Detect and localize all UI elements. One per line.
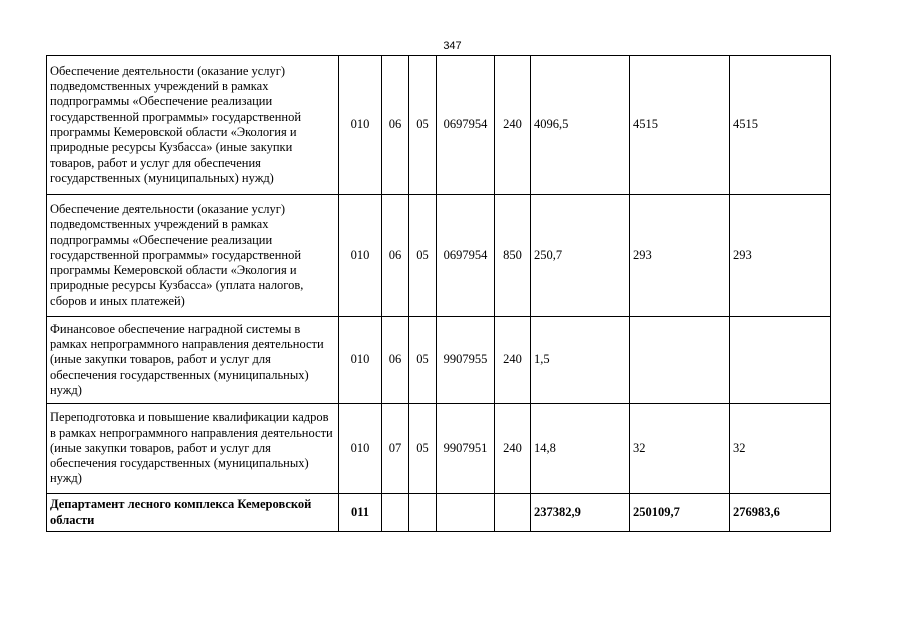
amount-year-3: 32	[730, 404, 831, 494]
page-number: 347	[443, 40, 462, 52]
section-code	[382, 494, 409, 532]
amount-year-2: 250109,7	[630, 494, 730, 532]
amount-year-3: 276983,6	[730, 494, 831, 532]
target-code: 9907951	[437, 404, 495, 494]
ministry-code: 010	[339, 404, 382, 494]
row-name: Обеспечение деятельности (оказание услуг) подведомственных учреждений в рамках подпрограммы «Обеспечение реализации государственной программы» государственной программы Кемеровской области «Экология и природные ресурсы Кузбасса» (иные закупки товаров, работ и услуг для обеспечения государственных (муниципальных) нужд)	[47, 56, 339, 195]
amount-year-2: 4515	[630, 56, 730, 195]
table-row-total	[47, 494, 831, 532]
amount-year-2: 32	[630, 404, 730, 494]
section-code: 07	[382, 404, 409, 494]
subsection-code: 05	[409, 317, 437, 404]
table-row	[47, 195, 831, 317]
target-code	[437, 494, 495, 532]
amount-year-1: 4096,5	[531, 56, 630, 195]
amount-year-2: 293	[630, 195, 730, 317]
expense-type-code	[495, 494, 531, 532]
subsection-code: 05	[409, 195, 437, 317]
amount-year-2	[630, 317, 730, 404]
row-name: Департамент лесного комплекса Кемеровской области	[47, 494, 339, 532]
ministry-code: 011	[339, 494, 382, 532]
row-name: Финансовое обеспечение наградной системы в рамках непрограммного направления деятельности (иные закупки товаров, работ и услуг для обеспечения государственных (муниципальных) нужд)	[47, 317, 339, 404]
expense-type-code: 850	[495, 195, 531, 317]
expense-type-code: 240	[495, 317, 531, 404]
target-code: 0697954	[437, 195, 495, 317]
target-code: 0697954	[437, 56, 495, 195]
target-code: 9907955	[437, 317, 495, 404]
amount-year-1: 14,8	[531, 404, 630, 494]
amount-year-3: 293	[730, 195, 831, 317]
budget-table	[46, 55, 831, 532]
subsection-code	[409, 494, 437, 532]
section-code: 06	[382, 56, 409, 195]
row-name: Переподготовка и повышение квалификации кадров в рамках непрограммного направления деятельности (иные закупки товаров, работ и услуг для обеспечения государственных (муниципальных) нужд)	[47, 404, 339, 494]
ministry-code: 010	[339, 195, 382, 317]
section-code: 06	[382, 195, 409, 317]
amount-year-1: 1,5	[531, 317, 630, 404]
amount-year-1: 250,7	[531, 195, 630, 317]
amount-year-1: 237382,9	[531, 494, 630, 532]
subsection-code: 05	[409, 56, 437, 195]
section-code: 06	[382, 317, 409, 404]
amount-year-3	[730, 317, 831, 404]
subsection-code: 05	[409, 404, 437, 494]
expense-type-code: 240	[495, 56, 531, 195]
table-row	[47, 317, 831, 404]
ministry-code: 010	[339, 317, 382, 404]
ministry-code: 010	[339, 56, 382, 195]
table-row	[47, 404, 831, 494]
row-name: Обеспечение деятельности (оказание услуг) подведомственных учреждений в рамках подпрограммы «Обеспечение реализации государственной программы» государственной программы Кемеровской области «Экология и природные ресурсы Кузбасса» (уплата налогов, сборов и иных платежей)	[47, 195, 339, 317]
amount-year-3: 4515	[730, 56, 831, 195]
expense-type-code: 240	[495, 404, 531, 494]
table-row	[47, 56, 831, 195]
